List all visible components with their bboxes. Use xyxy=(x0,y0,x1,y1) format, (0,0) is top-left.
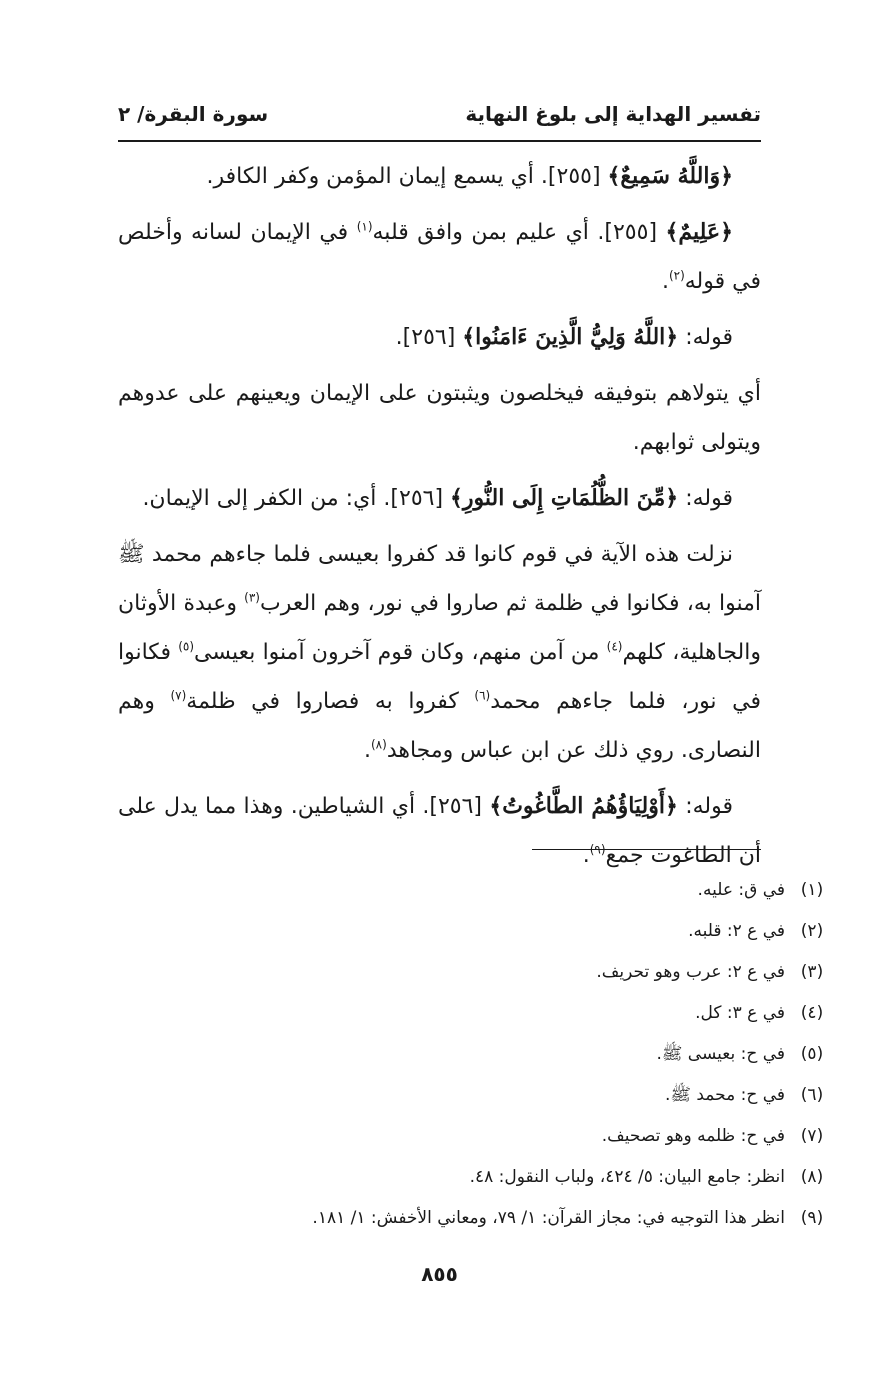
quran-verse: ﴿أَوْلِيَاؤُهُمُ الطَّاغُوتُ﴾ xyxy=(489,793,678,819)
book-title: تفسير الهداية إلى بلوغ النهاية xyxy=(465,102,761,126)
paragraph-text: . xyxy=(661,269,669,294)
paragraph-2 xyxy=(118,208,761,306)
header-rule xyxy=(118,140,761,142)
footnote-number: (٧) xyxy=(800,1126,824,1146)
paragraph-lead: قوله: xyxy=(678,325,733,350)
footnote-text: في ع ٢: قلبه. xyxy=(688,921,785,941)
paragraph-text: أي يتولاهم بتوفيقه فيخلصون ويثبتون على الإيمان ويعينهم على عدوهم ويتولى ثوابهم. xyxy=(118,381,761,455)
footnote-ref-5[interactable]: (٥) xyxy=(178,639,195,654)
paragraph-text: في الإيمان لسانه وأخلص في قوله xyxy=(118,220,761,294)
footnote-number: (٣) xyxy=(800,962,824,982)
surah-label: سورة البقرة/ ٢ xyxy=(118,102,269,126)
paragraph-lead: قوله: xyxy=(677,794,733,819)
footnote-number: (١) xyxy=(800,880,824,900)
footnote-item xyxy=(118,1034,839,1075)
main-text xyxy=(118,152,761,887)
paragraph-5 xyxy=(118,474,761,523)
paragraph-1 xyxy=(118,152,761,201)
paragraph-text: . xyxy=(363,738,371,763)
footnote-item xyxy=(118,870,839,911)
paragraph-text: [٢٥٦]. أي: من الكفر إلى الإيمان. xyxy=(142,486,451,511)
footnote-number: (٢) xyxy=(800,921,824,941)
footnote-item xyxy=(118,1157,839,1198)
footnote-ref-7[interactable]: (٧) xyxy=(170,688,187,703)
footnote-text: انظر هذا التوجيه في: مجاز القرآن: ١/ ٧٩، ومعاني الأخفش: ١/ ١٨١. xyxy=(312,1208,785,1228)
paragraph-text: [٢٥٥]. أي عليم بمن وافق قلبه xyxy=(372,220,666,245)
paragraph-7 xyxy=(118,782,761,880)
footnote-number: (٤) xyxy=(800,1003,824,1023)
footnote-item xyxy=(118,1198,839,1239)
quran-verse: ﴿عَلِيمٌ﴾ xyxy=(665,219,733,245)
footnote-ref-9[interactable]: (٩) xyxy=(589,842,606,857)
footnote-number: (٩) xyxy=(800,1208,824,1228)
footnote-item xyxy=(118,993,839,1034)
footnote-item xyxy=(118,1116,839,1157)
footnote-text: في ح: بعيسى ﷺ. xyxy=(656,1044,785,1064)
quran-verse: ﴿مِّنَ الظُّلُمَاتِ إِلَى النُّورِ﴾ xyxy=(450,485,679,511)
footnote-item xyxy=(118,952,839,993)
paragraph-text: من آمن منهم، وكان قوم آخرون آمنوا بعيسى xyxy=(194,640,607,665)
footnote-ref-3[interactable]: (٣) xyxy=(244,590,260,605)
footnote-ref-4[interactable]: (٤) xyxy=(606,639,623,654)
paragraph-text: وعبدة الأوثان والجاهلية، كلهم xyxy=(118,591,761,665)
footnote-number: (٥) xyxy=(800,1044,824,1064)
quran-verse: ﴿اللَّهُ وَلِيُّ الَّذِينَ ءَامَنُوا﴾ xyxy=(462,324,679,350)
paragraph-text: [٢٥٦]. أي الشياطين. وهذا مما يدل على أن الطاغوت جمع xyxy=(118,794,761,868)
paragraph-text: كفروا به فصاروا في ظلمة xyxy=(186,689,475,714)
paragraph-4 xyxy=(118,369,761,467)
footnote-number: (٦) xyxy=(800,1085,824,1105)
footnote-ref-6[interactable]: (٦) xyxy=(474,688,491,703)
footnote-separator xyxy=(532,849,761,850)
running-header xyxy=(118,96,761,132)
footnote-text: في ع ٢: عرب وهو تحريف. xyxy=(596,962,785,982)
paragraph-text: [٢٥٦]. xyxy=(395,325,463,350)
paragraph-text: [٢٥٥]. أي يسمع إيمان المؤمن وكفر الكافر. xyxy=(206,164,608,189)
footnote-number: (٨) xyxy=(800,1167,824,1187)
footnote-text: في ح: ظلمه وهو تصحيف. xyxy=(601,1126,785,1146)
footnote-text: في ع ٣: كل. xyxy=(695,1003,785,1023)
quran-verse: ﴿وَاللَّهُ سَمِيعٌ﴾ xyxy=(607,163,733,189)
footnote-text: في ق: عليه. xyxy=(697,880,785,900)
paragraph-3 xyxy=(118,313,761,362)
footnote-item xyxy=(118,911,839,952)
paragraph-6 xyxy=(118,530,761,775)
footnote-item xyxy=(118,1075,839,1116)
paragraph-text: وهم النصارى. روي ذلك عن ابن عباس ومجاهد xyxy=(118,689,761,763)
paragraph-text: فكانوا في نور، فلما جاءهم محمد xyxy=(118,640,761,714)
footnote-ref-2[interactable]: (٢) xyxy=(668,268,685,283)
footnotes xyxy=(118,870,839,1239)
footnote-text: انظر: جامع البيان: ٥/ ٤٢٤، ولباب النقول: ٤٨. xyxy=(469,1167,785,1187)
footnote-ref-1[interactable]: (١) xyxy=(356,219,373,234)
page-number: ٨٥٥ xyxy=(421,1262,458,1286)
footnote-ref-8[interactable]: (٨) xyxy=(370,737,387,752)
footnote-text: في ح: محمد ﷺ. xyxy=(665,1085,785,1105)
paragraph-text: نزلت هذه الآية في قوم كانوا قد كفروا بعيسى فلما جاءهم محمد ﷺ آمنوا به، فكانوا في ظلمة ثم صاروا في نور، وهم العرب xyxy=(118,542,761,616)
paragraph-lead: قوله: xyxy=(678,486,733,511)
paragraph-text: . xyxy=(582,843,590,868)
